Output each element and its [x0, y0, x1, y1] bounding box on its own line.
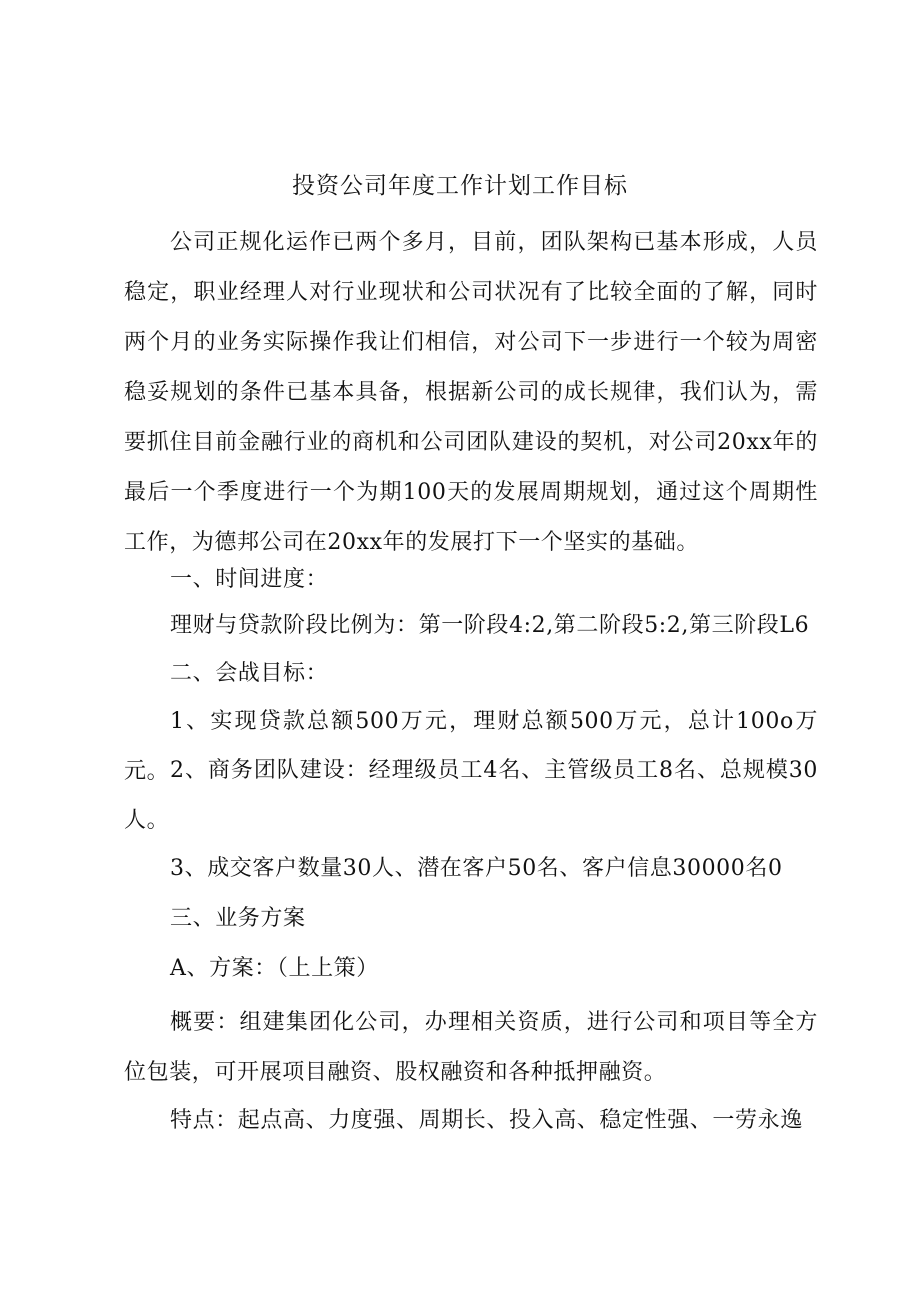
goal-item-2: 2、商务团队建设：经理级员工4名、主管级员工8名、总规模30人。 [124, 758, 818, 833]
section-heading-schedule: 一、时间进度： [170, 567, 329, 592]
document-title: 投资公司年度工作计划工作目标 [292, 173, 628, 199]
plan-a-summary: 概要：组建集团化公司，办理相关资质，进行公司和项目等全方位包装，可开展项目融资、股权融资和各种抵押融资。 [124, 1010, 818, 1085]
plan-a-features: 特点：起点高、力度强、周期长、投入高、稳定性强、一劳永逸 [170, 1108, 803, 1133]
intro-paragraph: 公司正规化运作已两个多月，目前，团队架构已基本形成，人员稳定，职业经理人对行业现状和公司状况有了比较全面的了解，同时两个月的业务实际操作我让们相信，对公司下一步进行一个较为周密稳妥规划的条件已基本具备，根据新公司的成长规律，我们认为，需要抓住目前金融行业的商机和公司团队建设的契机，对公司20xx年的最后一个季度进行一个为期100天的发展周期规划，通过这个周期性工作，为德邦公司在20xx年的发展打下一个坚实的基础。 [124, 230, 818, 555]
plan-a-heading: A、方案：（上上策） [170, 956, 379, 981]
goal-item-3: 3、成交客户数量30人、潜在客户50名、客户信息30000名0 [170, 856, 783, 881]
schedule-ratio-text: 理财与贷款阶段比例为：第一阶段4:2,第二阶段5:2,第三阶段L6 [170, 613, 810, 638]
goal-item-1: 1、实现贷款总额500万元，理财总额500万元，总计100o万元。 [124, 709, 818, 784]
section-heading-plan: 三、业务方案 [170, 906, 306, 931]
section-heading-goals: 二、会战目标： [170, 661, 329, 686]
